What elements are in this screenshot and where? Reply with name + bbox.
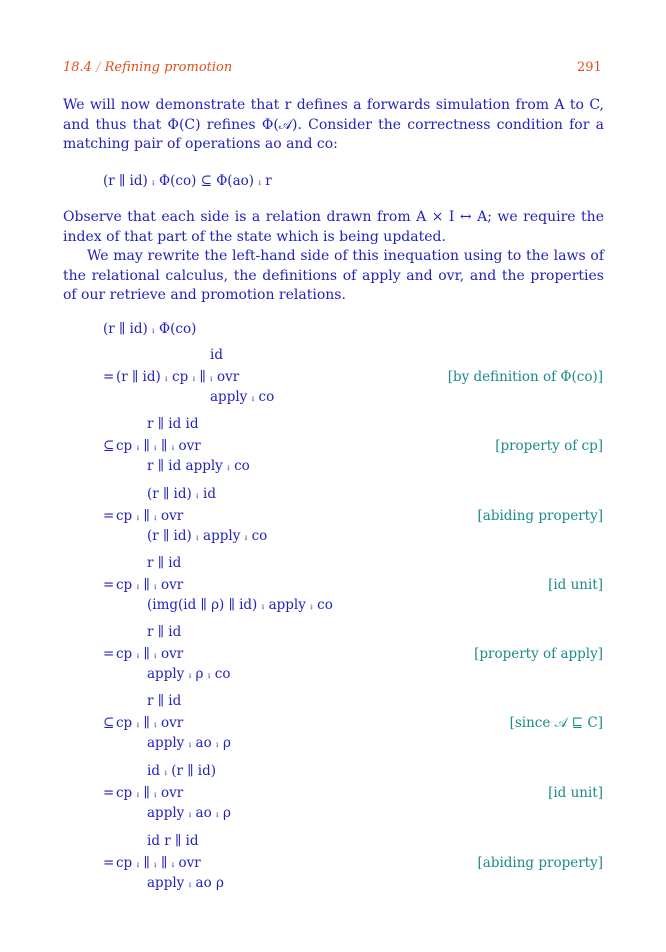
paragraph-3: We may rewrite the left-hand side of this inequation using to the laws of the relational calculus, the definitions of apply and ovr, and the properties of our retrieve and promotion relations. — [63, 248, 604, 303]
step-justification: [property of cp] — [495, 438, 603, 454]
step-expression: (r ∥ id) ⨾ cp ⨾ ∥ ⨾ ovr — [116, 369, 240, 385]
page-number: 291 — [577, 60, 602, 75]
paragraph-2: Observe that each side is a relation drawn from A × I ↔ A; we require the index of that part of the state which is being updated. — [63, 209, 604, 245]
step-relation: ⊆ — [103, 438, 115, 454]
step-justification: [abiding property] — [477, 855, 603, 871]
step-lower-operand: (r ∥ id) ⨾ apply ⨾ co — [147, 528, 268, 544]
step-lower-operand: apply ⨾ ρ ⨾ co — [147, 666, 231, 682]
step-lower-operand: r ∥ id apply ⨾ co — [147, 458, 250, 474]
step-relation: = — [103, 785, 115, 801]
step-lower-operand: apply ⨾ ao ρ — [147, 875, 224, 891]
step-upper-operand: r ∥ id — [147, 693, 182, 709]
step-expression: cp ⨾ ∥ ⨾ ovr — [116, 508, 184, 524]
step-upper-operand: id r ∥ id — [147, 833, 199, 849]
step-expression: cp ⨾ ∥ ⨾ ovr — [116, 785, 184, 801]
step-justification: [since 𝒜 ⊑ C] — [509, 715, 603, 731]
step-lower-operand: apply ⨾ ao ⨾ ρ — [147, 735, 231, 751]
step-upper-operand: (r ∥ id) ⨾ id — [147, 486, 217, 502]
step-relation: = — [103, 577, 115, 593]
section-number: 18.4 — [63, 60, 92, 75]
step-expression: cp ⨾ ∥ ⨾ ovr — [116, 577, 184, 593]
step-justification: [id unit] — [548, 785, 603, 801]
derivation-start: (r ∥ id) ⨾ Φ(co) — [103, 321, 197, 337]
step-expression: cp ⨾ ∥ ⨾ ∥ ⨾ ovr — [116, 438, 201, 454]
step-upper-operand: r ∥ id — [147, 624, 182, 640]
step-justification: [property of apply] — [474, 646, 603, 662]
step-justification: [abiding property] — [477, 508, 603, 524]
step-lower-operand: apply ⨾ ao ⨾ ρ — [147, 805, 231, 821]
step-expression: cp ⨾ ∥ ⨾ ∥ ⨾ ovr — [116, 855, 201, 871]
step-relation: = — [103, 369, 115, 385]
step-upper-operand: id — [210, 347, 223, 363]
step-upper-operand: r ∥ id — [147, 555, 182, 571]
step-justification: [by definition of Φ(co)] — [447, 369, 603, 385]
step-lower-operand: (img(id ∥ ρ) ∥ id) ⨾ apply ⨾ co — [147, 597, 333, 613]
step-justification: [id unit] — [548, 577, 603, 593]
step-relation: = — [103, 855, 115, 871]
running-header — [63, 60, 232, 75]
correctness-inequation: (r ∥ id) ⨾ Φ(co) ⊆ Φ(ao) ⨾ r — [103, 173, 272, 189]
step-upper-operand: id ⨾ (r ∥ id) — [147, 763, 217, 779]
step-upper-operand: r ∥ id id — [147, 416, 199, 432]
paragraph-1: We will now demonstrate that r defines a forwards simulation from A to C, and thus that Φ(C) refines Φ(𝒜). Consider the correctness condition for a matching pair of operations ao and co: — [63, 97, 604, 152]
section-title: Refining promotion — [104, 60, 233, 75]
step-relation: = — [103, 508, 115, 524]
step-lower-operand: apply ⨾ co — [210, 389, 275, 405]
step-relation: = — [103, 646, 115, 662]
header-separator: / — [96, 60, 101, 75]
step-relation: ⊆ — [103, 715, 115, 731]
step-expression: cp ⨾ ∥ ⨾ ovr — [116, 646, 184, 662]
step-expression: cp ⨾ ∥ ⨾ ovr — [116, 715, 184, 731]
